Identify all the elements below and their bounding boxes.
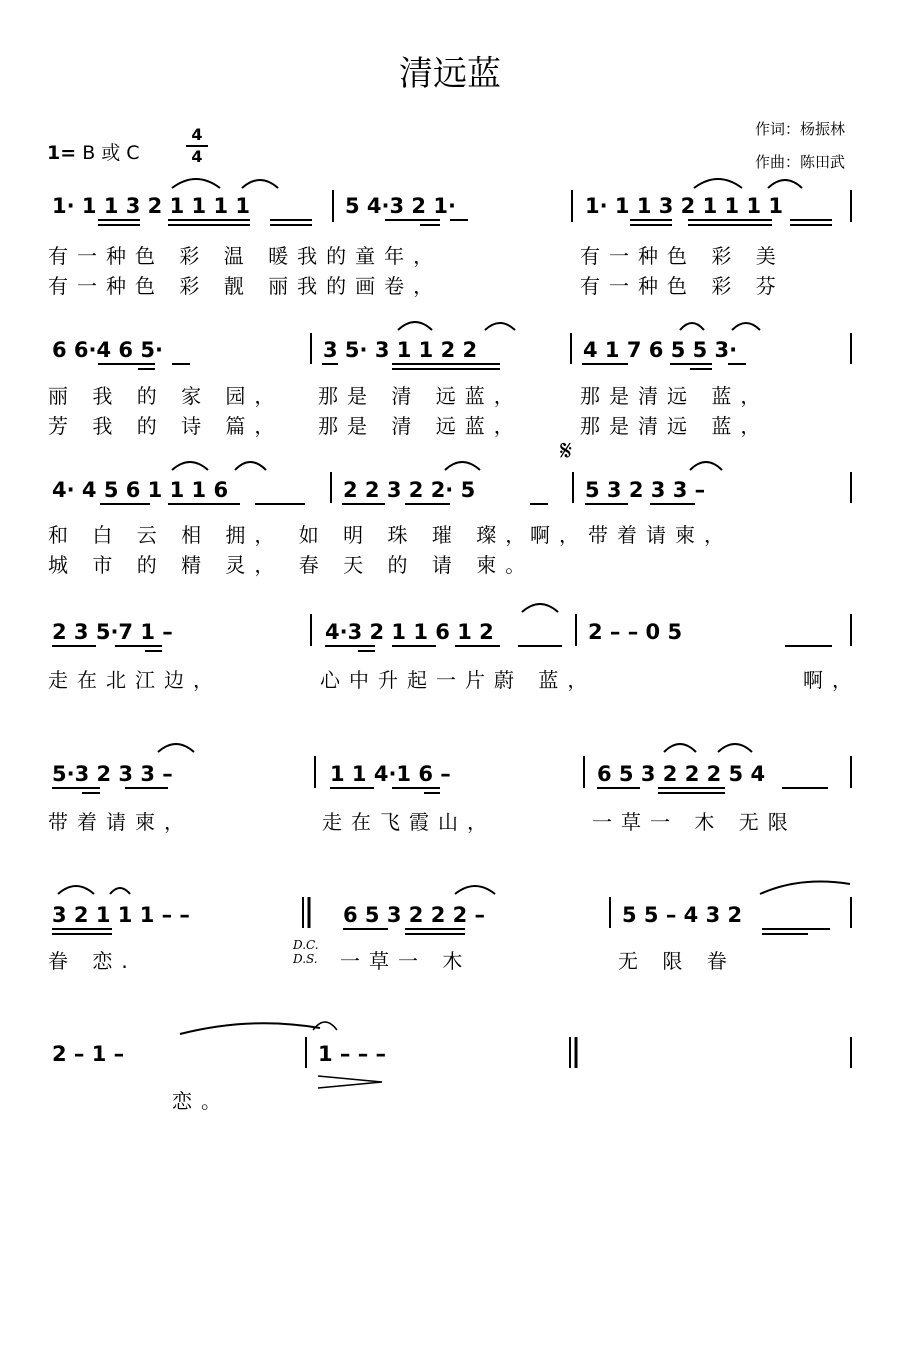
lyric-s4-b: 心中升起一片蔚 蓝，	[320, 668, 597, 692]
lyric-s5-b: 走在飞霞山，	[322, 810, 496, 834]
slur	[172, 179, 220, 188]
lyric-s5-a: 带着请柬，	[48, 810, 193, 834]
notes-s2-m3: 4 1 7 6 5 5 3·	[583, 338, 738, 362]
slur	[694, 179, 742, 188]
notes-s1-m2: 5 4·3 2 1·	[345, 194, 456, 218]
slur	[235, 462, 266, 470]
lyric-s6-a: 眷 恋.	[48, 949, 137, 973]
notes-s5-m3: 6 5 3 2 2 2 5 4	[597, 762, 766, 786]
lyric-s6-b: 一草一 木	[340, 949, 472, 973]
notes-s3-m1: 4· 4 5 6 1 1 1 6	[52, 478, 229, 502]
lyric2-s2-a: 芳 我 的 诗 篇，	[48, 414, 284, 438]
slur	[485, 323, 515, 330]
key-number: 1=	[47, 142, 77, 164]
lyric2-s1-a: 有一种色 彩 靓 丽我的画卷，	[48, 274, 443, 298]
lyric-s3-b: 啊，带着请柬，	[530, 523, 733, 547]
ds-label: D.S.	[293, 952, 318, 966]
lyric2-s2-c: 那是清远 蓝，	[580, 414, 770, 438]
notes-s1-m3: 1· 1 1 3 2 1 1 1 1	[585, 194, 783, 218]
lyric-s4-c: 啊，	[803, 668, 861, 692]
notes-s5-m1: 5·3 2 3 3 –	[52, 762, 173, 786]
notes-s2-m2: 3 5· 3 1 1 2 2	[323, 338, 478, 362]
slur	[760, 882, 850, 894]
lyric-s5-c: 一草一 木 无限	[592, 810, 797, 834]
notes-s7-m1: 2 – 1 –	[52, 1042, 125, 1066]
page-title: 清远蓝	[399, 54, 501, 94]
lyric-s3-a: 和 白 云 相 拥， 如 明 珠 璀 璨，	[48, 523, 535, 547]
lyric-s2-b: 那是 清 远蓝，	[318, 384, 523, 408]
fermata-icon	[313, 1022, 337, 1030]
notes-s6-m1: 3 2 1 1 1 – –	[52, 903, 190, 927]
lyric2-s3-a: 城 市 的 精 灵， 春 天 的 请 柬。	[48, 553, 535, 577]
tie	[180, 1023, 320, 1034]
slur	[718, 744, 752, 752]
lyric-s6-c: 无 限 眷	[618, 949, 736, 973]
notes-s6-m3: 5 5 – 4 3 2	[622, 903, 743, 927]
notes-s5-m2: 1 1 4·1 6 –	[330, 762, 451, 786]
slur	[690, 462, 722, 470]
slur	[110, 888, 130, 894]
lyric2-s2-b: 那是 清 远蓝，	[318, 414, 523, 438]
slur	[455, 886, 495, 894]
slur	[680, 323, 704, 330]
lyric-s2-a: 丽 我 的 家 园，	[48, 384, 284, 408]
slur	[398, 322, 432, 330]
notes-s4-m1: 2 3 5·7 1 –	[52, 620, 173, 644]
notes-s6-m2: 6 5 3 2 2 2 –	[343, 903, 486, 927]
slur	[172, 462, 208, 470]
slur	[664, 744, 696, 752]
slur	[768, 180, 802, 188]
notes-s4-m3: 2 – – 0 5	[588, 620, 683, 644]
notes-s4-m2: 4·3 2 1 1 6 1 2	[325, 620, 494, 644]
lyric-s2-c: 那是清远 蓝，	[580, 384, 770, 408]
slur	[732, 323, 760, 330]
lyric-s4-a: 走在北江边，	[48, 668, 222, 692]
meter-top: 4	[191, 125, 203, 144]
slur	[522, 604, 558, 612]
composer-credit: 作曲：陈田武	[754, 153, 845, 171]
lyric-s1-a: 有一种色 彩 温 暖我的童年，	[48, 244, 443, 268]
decrescendo-icon	[318, 1076, 382, 1088]
lyric2-s1-b: 有一种色 彩 芬	[580, 274, 785, 298]
dc-label: D.C.	[293, 938, 319, 952]
notes-s3-m2: 2 2 3 2 2· 5	[343, 478, 476, 502]
slur	[242, 180, 278, 188]
notes-s3-m3: 5 3 2 3 3 –	[585, 478, 706, 502]
segno-icon: 𝄋	[560, 434, 573, 467]
notes-s2-m1: 6 6·4 6 5·	[52, 338, 163, 362]
slur	[58, 886, 94, 894]
key-text: B 或 C	[82, 142, 140, 164]
meter-bottom: 4	[191, 147, 203, 166]
notes-s1-m1: 1· 1 1 3 2 1 1 1 1	[52, 194, 250, 218]
lyric-s7-a: 恋。	[172, 1089, 230, 1113]
notes-s7-m2: 1 – – –	[318, 1042, 387, 1066]
lyricist-credit: 作词：杨振林	[754, 120, 845, 138]
slur	[158, 744, 194, 752]
lyric-s1-b: 有一种色 彩 美	[580, 244, 785, 268]
slur	[445, 462, 480, 470]
